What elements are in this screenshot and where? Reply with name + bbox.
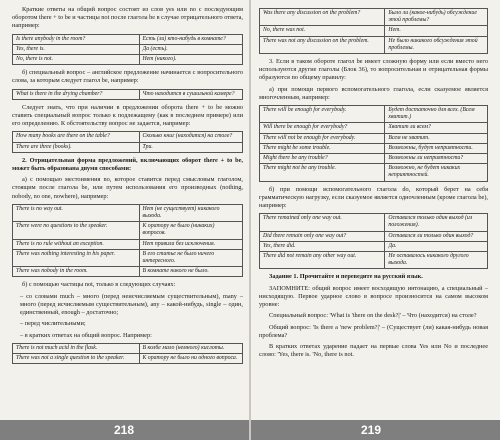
english-cell: No, there is not.	[13, 55, 140, 65]
english-cell: There were no questions to the speaker.	[13, 222, 140, 239]
russian-cell: Возможны ли неприятности?	[385, 154, 488, 164]
table-row	[260, 252, 488, 269]
table-row	[13, 204, 243, 221]
table-row	[13, 132, 243, 142]
russian-cell: Нет (никого).	[139, 55, 243, 65]
table-row	[260, 106, 488, 123]
page-number: 218	[113, 423, 135, 437]
russian-cell: Оставался только один выход (из положения).	[385, 214, 488, 231]
table-row	[260, 36, 488, 53]
english-cell: Was there any discussion on the problem?	[260, 9, 385, 26]
section-2-heading: 2. Отрицательная форма предложений, включающих оборот there + to be, может быть образована двумя способами:	[12, 156, 243, 173]
note-paragraph: Следует знать, что при наличии в предложении оборота there + to be можно ставить специальный вопрос только к подлежащему (как в последнем примере) или его определению. К обстоятельству вопрос не задается, например:	[12, 103, 243, 128]
table-row	[13, 239, 243, 249]
table-row	[260, 164, 488, 181]
bullet-item: – перед числительными;	[20, 320, 86, 328]
table-row	[260, 123, 488, 133]
russian-cell: Возможны, будут неприятности.	[385, 143, 488, 153]
section-3-paragraph: 3. Если в таком обороте глагол be имеет сложную форму или если вместо него используются другие глаголы (Блок 36), то вопросительная и отрицательная формы образуются по общему правилу:	[259, 58, 488, 82]
russian-cell: Возможно, не будет никаких неприятностей.	[385, 164, 488, 181]
example-table-2	[12, 89, 243, 100]
english-cell: Yes, there is.	[13, 44, 140, 54]
english-cell: There is not much acid in the flask.	[13, 343, 140, 353]
method-a-paragraph: а) с помощью местоимения no, которое ставится перед смысловым глаголом, стоящим после глагола be, или путем использования его производных (nothing, nobody, no one, nowhere), например:	[12, 176, 243, 200]
english-cell: Might there be any trouble?	[260, 154, 385, 164]
special-question-paragraph: б) специальный вопрос – английское предложение начинается с вопросительного слова, за которым следует глагол be, например:	[12, 69, 243, 85]
english-cell: Yes, there did.	[260, 241, 385, 251]
table-row	[13, 249, 243, 266]
left-page	[0, 0, 249, 440]
remember-paragraph: ЗАПОМНИТЕ: общий вопрос имеет восходящую интонацию, а специальный – нисходящую. Первое ударное слово в вопросе произносится на самом высоком уровне:	[259, 284, 488, 309]
russian-cell: К оратору не было ни одного вопроса.	[139, 353, 243, 363]
russian-cell: Хватит ли всем?	[385, 123, 488, 133]
english-cell: There was nobody in the room.	[13, 267, 140, 277]
english-cell: No, there was not.	[260, 26, 385, 36]
english-cell: There did not remain any other way out.	[260, 252, 385, 269]
russian-cell: Было ли (какое-нибудь) обсуждение этой проблемы?	[385, 9, 488, 26]
example-table-8	[259, 213, 488, 269]
russian-cell: Не оставалось никакого другого выхода.	[385, 252, 488, 269]
example-general-question: Общий вопрос: 'Is there a 'new problem?|' – (Существует (ли) какая-нибудь новая проблема?	[259, 323, 488, 339]
english-cell: There are three (books).	[13, 142, 140, 152]
method-b-paragraph: б) с помощью частицы not, только в следующих случаях:	[22, 281, 176, 289]
table-row	[260, 241, 488, 251]
page-number: 219	[360, 423, 382, 437]
russian-cell: Нет (не существует) никакого выхода.	[139, 204, 243, 221]
english-cell: There will not be enough for everybody.	[260, 133, 385, 143]
method-b-paragraph: б) при помощи вспомогательного глагола do, который берет на себя грамматическую нагрузку, если сказуемое является одночленным (кроме глагола be), например:	[259, 185, 488, 210]
table-row	[260, 214, 488, 231]
russian-cell: Три.	[139, 142, 243, 152]
english-cell: There will be enough for everybody.	[260, 106, 385, 123]
table-row	[260, 26, 488, 36]
russian-cell: Нет правила без исключения.	[139, 239, 243, 249]
table-row	[13, 44, 243, 54]
russian-cell: Всем не хватит.	[385, 133, 488, 143]
russian-cell: Есть (ли) кто-нибудь в комнате?	[139, 34, 243, 44]
russian-cell: Сколько книг (находится) на столе?	[139, 132, 243, 142]
example-special-question: Специальный вопрос: 'What is 'there on the desk?|' – Что (находится) на столе?	[269, 312, 477, 320]
table-row	[260, 231, 488, 241]
english-cell: Is there anybody in the room?	[13, 34, 140, 44]
right-page	[251, 0, 500, 440]
english-cell: There remained only one way out.	[260, 214, 385, 231]
russian-cell: В колбе мало (немного) кислоты.	[139, 343, 243, 353]
task-heading: Задание 1. Прочитайте и переведите на русский язык.	[269, 273, 423, 281]
russian-cell: В комнате никого не было.	[139, 267, 243, 277]
russian-cell: Да (есть).	[139, 44, 243, 54]
russian-cell: Не было никакого обсуждения этой проблемы.	[385, 36, 488, 53]
table-row	[13, 267, 243, 277]
table-row	[13, 89, 243, 99]
example-table-7	[259, 105, 488, 182]
table-row	[260, 9, 488, 26]
english-cell: Will there be enough for everybody?	[260, 123, 385, 133]
example-table-4	[12, 204, 243, 278]
english-cell: There might not be any trouble.	[260, 164, 385, 181]
example-table-1	[12, 34, 243, 66]
table-row	[260, 143, 488, 153]
table-row	[13, 222, 243, 239]
russian-cell: Оставался ли только один выход?	[385, 231, 488, 241]
table-row	[260, 154, 488, 164]
english-cell: There might be some trouble.	[260, 143, 385, 153]
russian-cell: Что находится в сушильной камере?	[139, 89, 243, 99]
intro-paragraph: Краткие ответы на общий вопрос состоят из слов yes или no с последующим оборотом there + to be и частицы not после глагола be в случае отрицательного ответа, например:	[12, 6, 243, 30]
russian-cell: Да.	[385, 241, 488, 251]
russian-cell: К оратору не было (никаких) вопросов.	[139, 222, 243, 239]
table-row	[13, 353, 243, 363]
russian-cell: Будет достаточно для всех. (Всем хватит.)	[385, 106, 488, 123]
english-cell: What is there in the drying chamber?	[13, 89, 140, 99]
table-row	[13, 55, 243, 65]
english-cell: There is no rule without an exception.	[13, 239, 140, 249]
table-row	[13, 34, 243, 44]
english-cell: How many books are there on the table?	[13, 132, 140, 142]
english-cell: There was not any discussion on the problem.	[260, 36, 385, 53]
english-cell: There was nothing interesting in his paper.	[13, 249, 140, 266]
bullet-item: – со словами much – много (перед неисчисляемым существительным), many – много (перед исчисляемым существительным), any – какой-нибудь, single – один, единственный, enough – достаточно;	[20, 292, 243, 317]
table-row	[13, 343, 243, 353]
english-cell: There was not a single question to the speaker.	[13, 353, 140, 363]
english-cell: Did there remain only one way out?	[260, 231, 385, 241]
table-row	[260, 133, 488, 143]
bullet-item: – в кратких ответах на общий вопрос. Например:	[20, 331, 152, 339]
table-row	[13, 142, 243, 152]
example-table-6	[259, 8, 488, 54]
english-cell: There is no way out.	[13, 204, 140, 221]
example-table-5	[12, 343, 243, 364]
method-a-paragraph: а) при помощи первого вспомогательного глагола, если сказуемое является многочленным, например:	[259, 85, 488, 101]
russian-cell: Нет.	[385, 26, 488, 36]
example-table-3	[12, 131, 243, 152]
russian-cell: В его статье не было ничего интересного.	[139, 249, 243, 266]
example-short-answers: В кратких ответах ударение падает на первые слова Yes или No и последнее слово: 'Yes, there is. 'No, there is not.	[259, 342, 488, 359]
